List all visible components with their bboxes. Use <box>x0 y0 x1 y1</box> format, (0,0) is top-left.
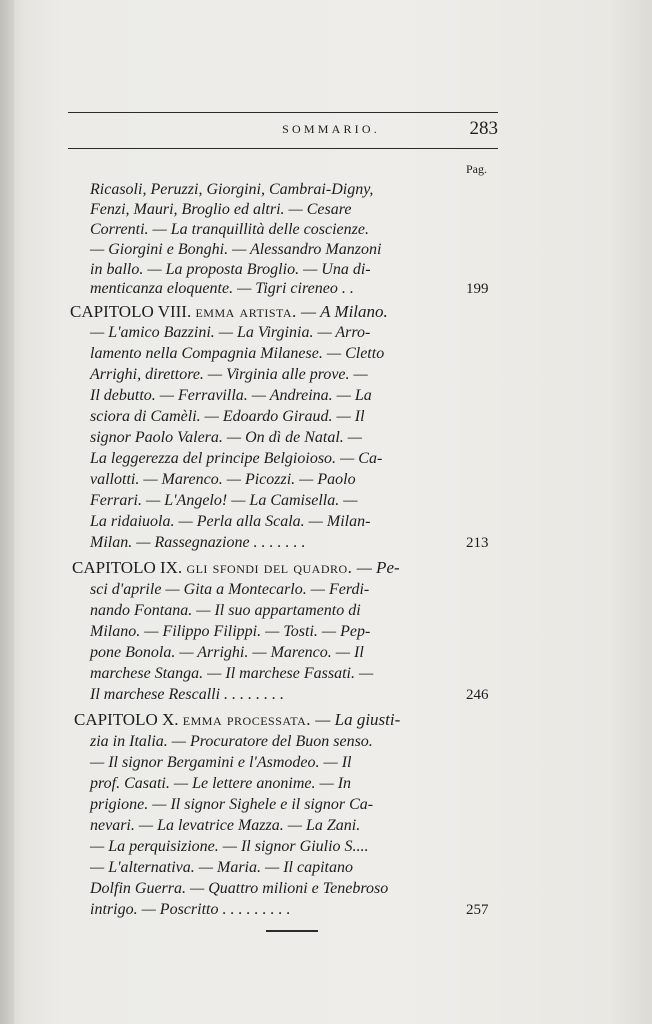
toc-line: Il marchese Rescalli . . . . . . . . <box>90 686 285 703</box>
toc-line: — Il signor Bergamini e l'Asmodeo. — Il <box>90 754 352 771</box>
chapter-heading-rest: — La giusti- <box>311 710 401 729</box>
toc-line: Dolfin Guerra. — Quattro milioni e Tenebroso <box>90 880 389 897</box>
toc-line: in ballo. — La proposta Broglio. — Una di- <box>90 261 371 278</box>
toc-line: marchese Stanga. — Il marchese Fassati. — <box>90 665 374 682</box>
toc-page-number: 246 <box>466 687 489 703</box>
toc-line: Fenzi, Mauri, Broglio ed altri. — Cesare <box>90 201 352 218</box>
toc-line: Milan. — Rassegnazione . . . . . . . <box>90 534 306 551</box>
toc-line: Ferrari. — L'Angelo! — La Camisella. — <box>90 492 358 509</box>
pag-label: Pag. <box>466 162 487 176</box>
toc-page-number: 213 <box>466 535 489 551</box>
page-number: 283 <box>469 118 498 139</box>
toc-line: La leggerezza del principe Belgioioso. — Ca- <box>90 450 383 467</box>
chapter-title: emma processata. <box>182 710 312 729</box>
running-head <box>68 118 498 144</box>
toc-line: zia in Italia. — Procuratore del Buon senso. <box>90 733 373 750</box>
toc-line: — Giorgini e Bonghi. — Alessandro Manzoni <box>90 241 382 258</box>
chapter-title: emma artista. <box>195 302 297 321</box>
chapter-heading <box>70 302 388 322</box>
toc-line: vallotti. — Marenco. — Picozzi. — Paolo <box>90 471 356 488</box>
chapter-heading <box>72 558 400 578</box>
chapter-heading <box>74 710 400 730</box>
toc-line: La ridaiuola. — Perla alla Scala. — Milan- <box>90 513 371 530</box>
chapter-number: CAPITOLO VIII. <box>70 302 192 321</box>
toc-line: Correnti. — La tranquillità delle coscienze. <box>90 221 369 238</box>
toc-line: nevari. — La levatrice Mazza. — La Zani. <box>90 817 361 834</box>
end-ornament-rule <box>266 930 318 932</box>
chapter-heading-rest: — Pe- <box>352 558 400 577</box>
toc-line: Il debutto. — Ferravilla. — Andreina. — La <box>90 387 372 404</box>
toc-line: — L'alternativa. — Maria. — Il capitano <box>90 859 353 876</box>
toc-line: sciora di Camèli. — Edoardo Giraud. — Il <box>90 408 365 425</box>
header-bottom-rule <box>68 148 498 149</box>
toc-line: — L'amico Bazzini. — La Virginia. — Arro- <box>90 324 371 341</box>
toc-line: Ricasoli, Peruzzi, Giorgini, Cambrai-Digny, <box>90 181 374 198</box>
toc-line: pone Bonola. — Arrighi. — Marenco. — Il <box>90 644 364 661</box>
page-spine-shadow <box>0 0 14 1024</box>
toc-line: Arrighi, direttore. — Virginia alle prove. — <box>90 366 368 383</box>
chapter-number: CAPITOLO X. <box>74 710 179 729</box>
chapter-title: gli sfondi del quadro. <box>186 558 353 577</box>
toc-line: sci d'aprile — Gita a Montecarlo. — Ferdi- <box>90 581 370 598</box>
toc-line: lamento nella Compagnia Milanese. — Cletto <box>90 345 385 362</box>
section-title: SOMMARIO. <box>282 122 380 136</box>
toc-line: signor Paolo Valera. — On dì de Natal. — <box>90 429 363 446</box>
toc-line: — La perquisizione. — Il signor Giulio S.... <box>90 838 369 855</box>
toc-page-number: 199 <box>466 281 489 297</box>
toc-page-number: 257 <box>466 902 489 918</box>
chapter-number: CAPITOLO IX. <box>72 558 183 577</box>
toc-line: nando Fontana. — Il suo appartamento di <box>90 602 361 619</box>
toc-line: prof. Casati. — Le lettere anonime. — In <box>90 775 352 792</box>
toc-line: prigione. — Il signor Sighele e il signor Ca- <box>90 796 374 813</box>
chapter-heading-rest: — A Milano. <box>296 302 388 321</box>
toc-line: intrigo. — Poscritto . . . . . . . . . <box>90 901 291 918</box>
toc-line: Milano. — Filippo Filippi. — Tosti. — Pep- <box>90 623 371 640</box>
toc-line: menticanza eloquente. — Tigri cireneo . . <box>90 280 354 297</box>
header-top-rule <box>68 112 498 113</box>
